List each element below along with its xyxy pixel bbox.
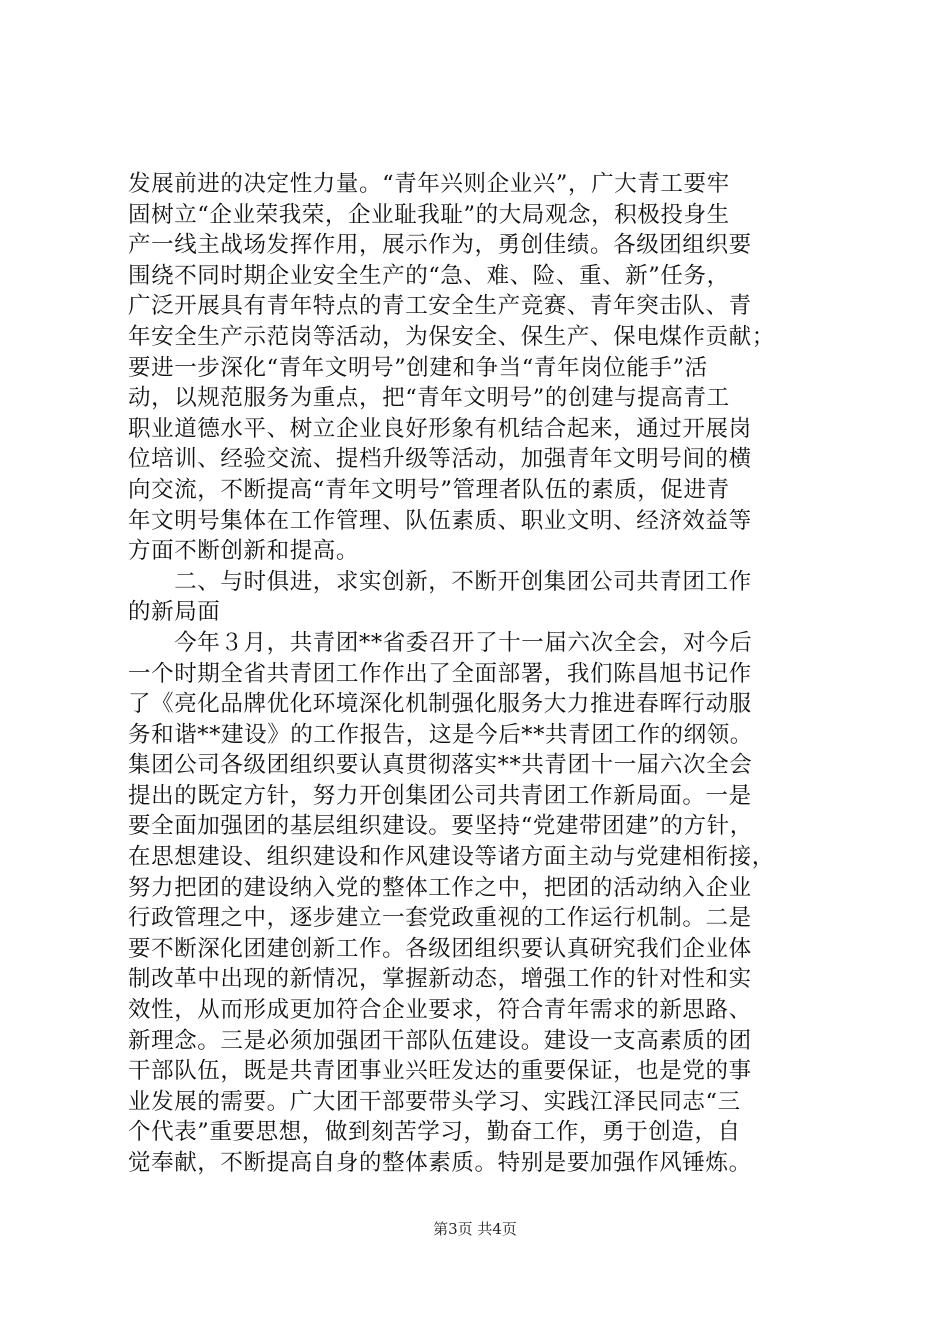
text-line: 职业道德水平、树立企业良好形象有机结合起来，通过开展岗	[128, 415, 752, 442]
text-line: 了《亮化品牌优化环境深化机制强化服务大力推进春晖行动服	[128, 691, 752, 718]
text-line: 新理念。三是必须加强团干部队伍建设。建设一支高素质的团	[128, 1027, 752, 1054]
text-line: 觉奉献，不断提高自身的整体素质。特别是要加强作风锤炼。	[128, 1150, 752, 1176]
text-line: 业发展的需要。广大团干部要带头学习、实践江泽民同志“三	[128, 1088, 741, 1115]
text-line: 位培训、经验交流、提档升级等活动，加强青年文明号间的横	[128, 446, 752, 473]
text-line: 努力把团的建设纳入党的整体工作之中，把团的活动纳入企业	[128, 874, 752, 901]
text-line: 二、与时俱进，求实创新，不断开创集团公司共青团工作	[128, 568, 752, 595]
text-line: 务和谐**建设》的工作报告，这是今后**共青团工作的纲领。	[128, 721, 753, 748]
text-line: 效性，从而形成更加符合企业要求，符合青年需求的新思路、	[128, 997, 752, 1024]
text-line: 要不断深化团建创新工作。各级团组织要认真研究我们企业体	[128, 935, 752, 962]
text-line: 制改革中出现的新情况，掌握新动态，增强工作的针对性和实	[128, 966, 752, 993]
body-text	[128, 169, 838, 1179]
text-line: 发展前进的决定性力量。“青年兴则企业兴”，广大青工要牢	[128, 171, 730, 197]
text-line: 集团公司各级团组织要认真贯彻落实**共青团十一届六次全会	[128, 752, 753, 779]
text-line: 产一线主战场发挥作用，展示作为，勇创佳绩。各级团组织要	[128, 232, 752, 259]
text-line: 年安全生产示范岗等活动，为保安全、保生产、保电煤作贡献；	[128, 323, 775, 350]
text-line: 个代表”重要思想，做到刻苦学习，勤奋工作，勇于创造，自	[128, 1119, 741, 1146]
text-line: 动，以规范服务为重点，把“青年文明号”的创建与提高青工	[128, 385, 730, 412]
text-line: 的新局面	[128, 599, 221, 626]
text-line: 在思想建设、组织建设和作风建设等诸方面主动与党建相衔接，	[128, 844, 775, 871]
text-line: 向交流，不断提高“青年文明号”管理者队伍的素质，促进青	[128, 476, 730, 503]
text-line: 固树立“企业荣我荣，企业耻我耻”的大局观念，积极投身生	[128, 201, 730, 228]
text-line: 行政管理之中，逐步建立一套党政重视的工作运行机制。二是	[128, 905, 752, 932]
text-line: 要全面加强团的基层组织建设。要坚持“党建带团建”的方针，	[128, 813, 753, 840]
text-line: 年文明号集体在工作管理、队伍素质、职业文明、经济效益等	[128, 507, 752, 534]
text-line: 围绕不同时期企业安全生产的“急、难、险、重、新”任务，	[128, 262, 730, 289]
text-line: 干部队伍，既是共青团事业兴旺发达的重要保证，也是党的事	[128, 1058, 752, 1085]
text-line: 提出的既定方针，努力开创集团公司共青团工作新局面。一是	[128, 782, 752, 809]
text-line: 广泛开展具有青年特点的青工安全生产竞赛、青年突击队、青	[128, 293, 752, 320]
page-footer: 第3页 共4页	[433, 1220, 517, 1238]
text-line: 方面不断创新和提高。	[128, 538, 360, 565]
text-line: 要进一步深化“青年文明号”创建和争当“青年岗位能手”活	[128, 354, 708, 381]
text-line: 今年３月，共青团**省委召开了十一届六次全会，对今后	[128, 629, 753, 656]
text-line: 一个时期全省共青团工作作出了全面部署，我们陈昌旭书记作	[128, 660, 752, 687]
